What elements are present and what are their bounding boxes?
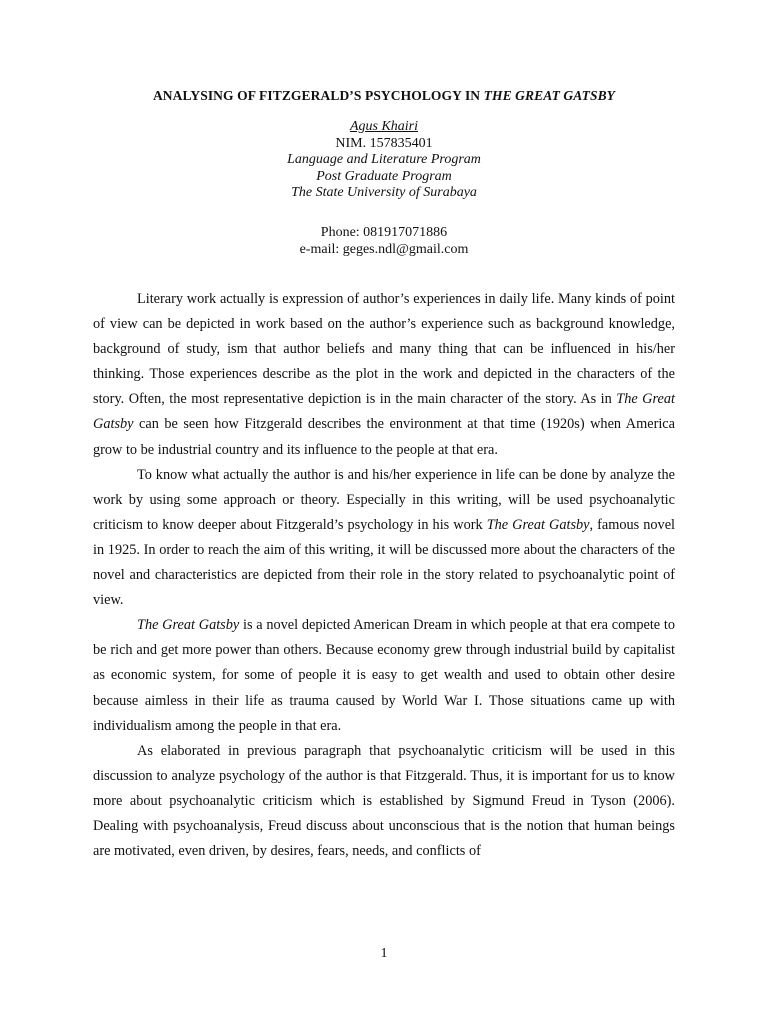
- title-main: ANALYSING OF FITZGERALD’S PSYCHOLOGY IN: [152, 88, 484, 103]
- contact-block: [0, 224, 768, 258]
- p2-text-a: To know what actually the author is and his/her experience in life can be done by analyze the work by using some approach or theory. Especially in this writing, will be used psychoanalytic criticism to know deeper about Fitzgerald’s psychology in his work: [93, 466, 675, 533]
- paragraph-2: [93, 463, 675, 614]
- paragraph-4: [93, 739, 675, 864]
- author-nim: NIM. 157835401: [335, 135, 433, 151]
- p1-text-a: Literary work actually is expression of author’s experiences in daily life. Many kinds of point of view can be depicted in work based on the author’s experience such as background knowledge, background of study, ism that author beliefs and many thing that can be influenced in his/her thinking. Those experiences describe as the plot in the work and depicted in the characters of the story. Often, the most representative depiction is in the main character of the story. As in: [93, 291, 675, 408]
- paragraph-3: [93, 613, 675, 738]
- email-address: e-mail: geges.ndl@gmail.com: [299, 242, 469, 257]
- program-name: Language and Literature Program: [287, 152, 481, 167]
- phone-number: Phone: 081917071886: [320, 225, 448, 240]
- postgrad-name: Post Graduate Program: [316, 168, 452, 184]
- p1-italic-title: The Great Gatsby: [93, 391, 675, 433]
- title-italic: THE GREAT GATSBY: [483, 88, 616, 103]
- page-number: 1: [380, 946, 388, 961]
- p4-text-a: As elaborated in previous paragraph that psychoanalytic criticism will be used in this discussion to analyze psychology of the author is that Fitzgerald. Thus, it is important for us to know more about psychoanalytic criticism which is established by Sigmund Freud in Tyson (2006). Dealing with psychoanalysis, Freud discuss about unconscious that is the notion that human beings are motivated, even driven, by desires, fears, needs, and conflicts of: [93, 742, 675, 860]
- p2-italic-title: The Great Gatsby: [486, 516, 590, 533]
- p3-italic-title: The Great Gatsby: [137, 617, 240, 634]
- body-text: [93, 287, 675, 864]
- p3-text-b: is a novel depicted American Dream in which people at that era compete to be rich and get more power than others. Because economy grew through industrial build by capitalist as economic system, for some of people it is easy to get wealth and used to obtain other desire because aimless in their life as trauma caused by World War I. Those situations came up with individualism among the people in that era.: [93, 617, 675, 734]
- author-block: [0, 119, 768, 202]
- p2-text-b: , famous novel in 1925. In order to reach the aim of this writing, it will be discussed more about the characters of the novel and characteristics are depicted from their role in the story related to psychoanalytic point of view.: [93, 516, 676, 609]
- p1-text-b: can be seen how Fitzgerald describes the environment at that time (1920s) when America grow to be industrial country and its influence to the people at that era.: [93, 416, 675, 458]
- author-name: Agus Khairi: [349, 119, 419, 134]
- paragraph-1: [93, 287, 675, 463]
- university-name: The State University of Surabaya: [291, 185, 477, 200]
- paper-title: [0, 88, 768, 104]
